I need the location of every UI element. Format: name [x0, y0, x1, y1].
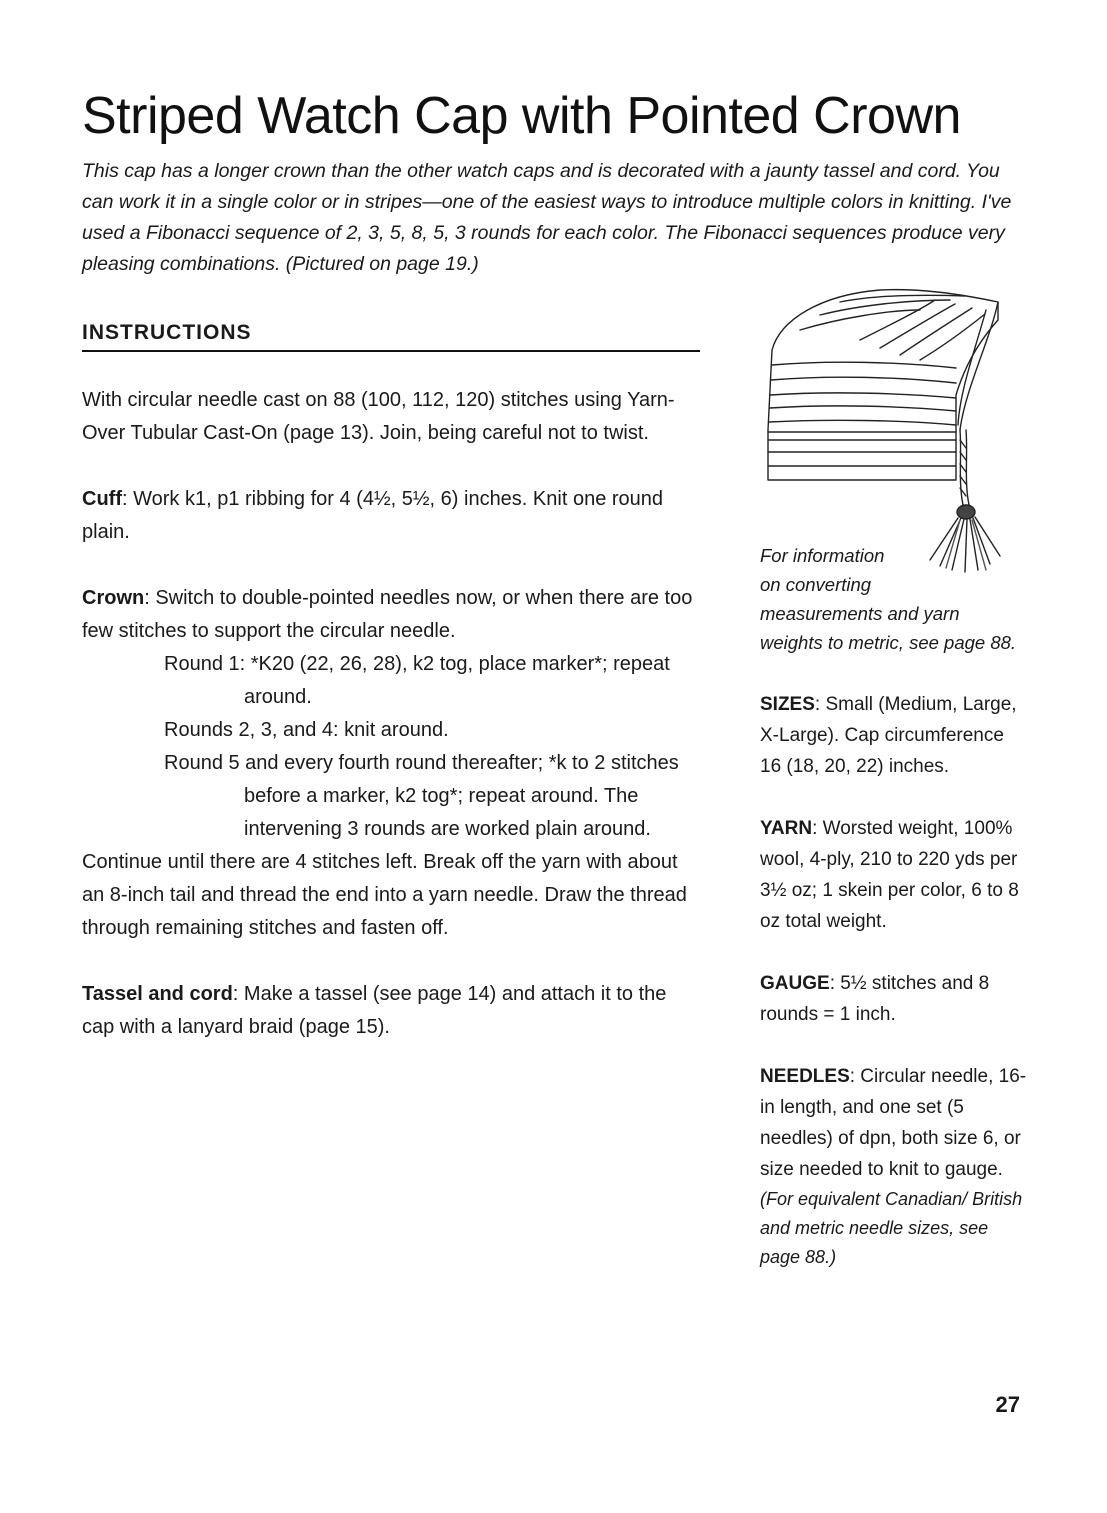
needles-note: (For equivalent Canadian/ British and metric needle sizes, see page 88.)	[760, 1189, 1023, 1267]
metric-note-line: weights to metric, see page 88.	[760, 632, 1017, 653]
crown-text: : Switch to double-pointed needles now, or when there are too few stitches to support the circular needle.	[82, 587, 693, 642]
needles-label: NEEDLES	[760, 1066, 850, 1087]
cuff-paragraph	[82, 483, 702, 549]
gauge-label: GAUGE	[760, 973, 830, 994]
yarn-label: YARN	[760, 818, 813, 839]
instructions-body	[82, 384, 702, 1077]
metric-note-line: on converting	[760, 574, 872, 595]
gauge-text: : 5½ stitches and 8 rounds = 1 inch.	[760, 973, 990, 1025]
gauge-block	[760, 968, 1030, 1030]
continue-paragraph: Continue until there are 4 stitches left. Break off the yarn with about an 8-inch tail and thread the end into a yarn needle. Draw the thread through remaining stitches and fasten off.	[82, 851, 687, 939]
metric-note	[760, 541, 1030, 657]
sizes-text: : Small (Medium, Large, X-Large). Cap circumference 16 (18, 20, 22) inches.	[760, 694, 1017, 777]
round-5: Round 5 and every fourth round thereafter; *k to 2 stitches before a marker, k2 tog*; repeat around. The intervening 3 rounds are worked plain around.	[164, 752, 679, 840]
striped-cap-illustration	[760, 280, 1005, 580]
intro-paragraph: This cap has a longer crown than the other watch caps and is decorated with a jaunty tassel and cord. You can work it in a single color or in stripes—one of the easiest ways to introduce multiple colors in knitting. I've used a Fibonacci sequence of 2, 3, 5, 8, 5, 3 rounds for each color. The Fibonacci sequences produce very pleasing combinations. (Pictured on page 19.)	[82, 160, 1012, 275]
rounds-2-4: Rounds 2, 3, and 4: knit around.	[164, 719, 449, 741]
specs-sidebar	[760, 689, 1030, 1272]
sizes-block	[760, 689, 1030, 782]
instructions-heading: INSTRUCTIONS	[82, 318, 700, 352]
needles-block	[760, 1061, 1030, 1272]
round-1: Round 1: *K20 (22, 26, 28), k2 tog, place marker*; repeat around.	[164, 653, 670, 708]
page-number: 27	[995, 1392, 1020, 1417]
tassel-text: : Make a tassel (see page 14) and attach it to the cap with a lanyard braid (page 15).	[82, 983, 667, 1038]
cast-on-paragraph: With circular needle cast on 88 (100, 112, 120) stitches using Yarn-Over Tubular Cast-On (page 13). Join, being careful not to twist.	[82, 389, 675, 444]
crown-label: Crown	[82, 587, 145, 609]
tassel-paragraph	[82, 978, 702, 1044]
sizes-label: SIZES	[760, 694, 815, 715]
page-title: Striped Watch Cap with Pointed Crown	[82, 87, 961, 145]
metric-note-line: For information	[760, 545, 885, 566]
yarn-block	[760, 813, 1030, 937]
tassel-label: Tassel and cord	[82, 983, 233, 1005]
cuff-text: : Work k1, p1 ribbing for 4 (4½, 5½, 6) inches. Knit one round plain.	[82, 488, 664, 543]
yarn-text: : Worsted weight, 100% wool, 4-ply, 210 to 220 yds per 3½ oz; 1 skein per color, 6 to 8 oz total weight.	[760, 818, 1019, 932]
cuff-label: Cuff	[82, 488, 122, 510]
metric-note-line: measurements and yarn	[760, 603, 960, 624]
crown-paragraph	[82, 582, 702, 648]
needles-text: : Circular needle, 16-in length, and one set (5 needles) of dpn, both size 6, or size needed to knit to gauge.	[760, 1066, 1027, 1180]
